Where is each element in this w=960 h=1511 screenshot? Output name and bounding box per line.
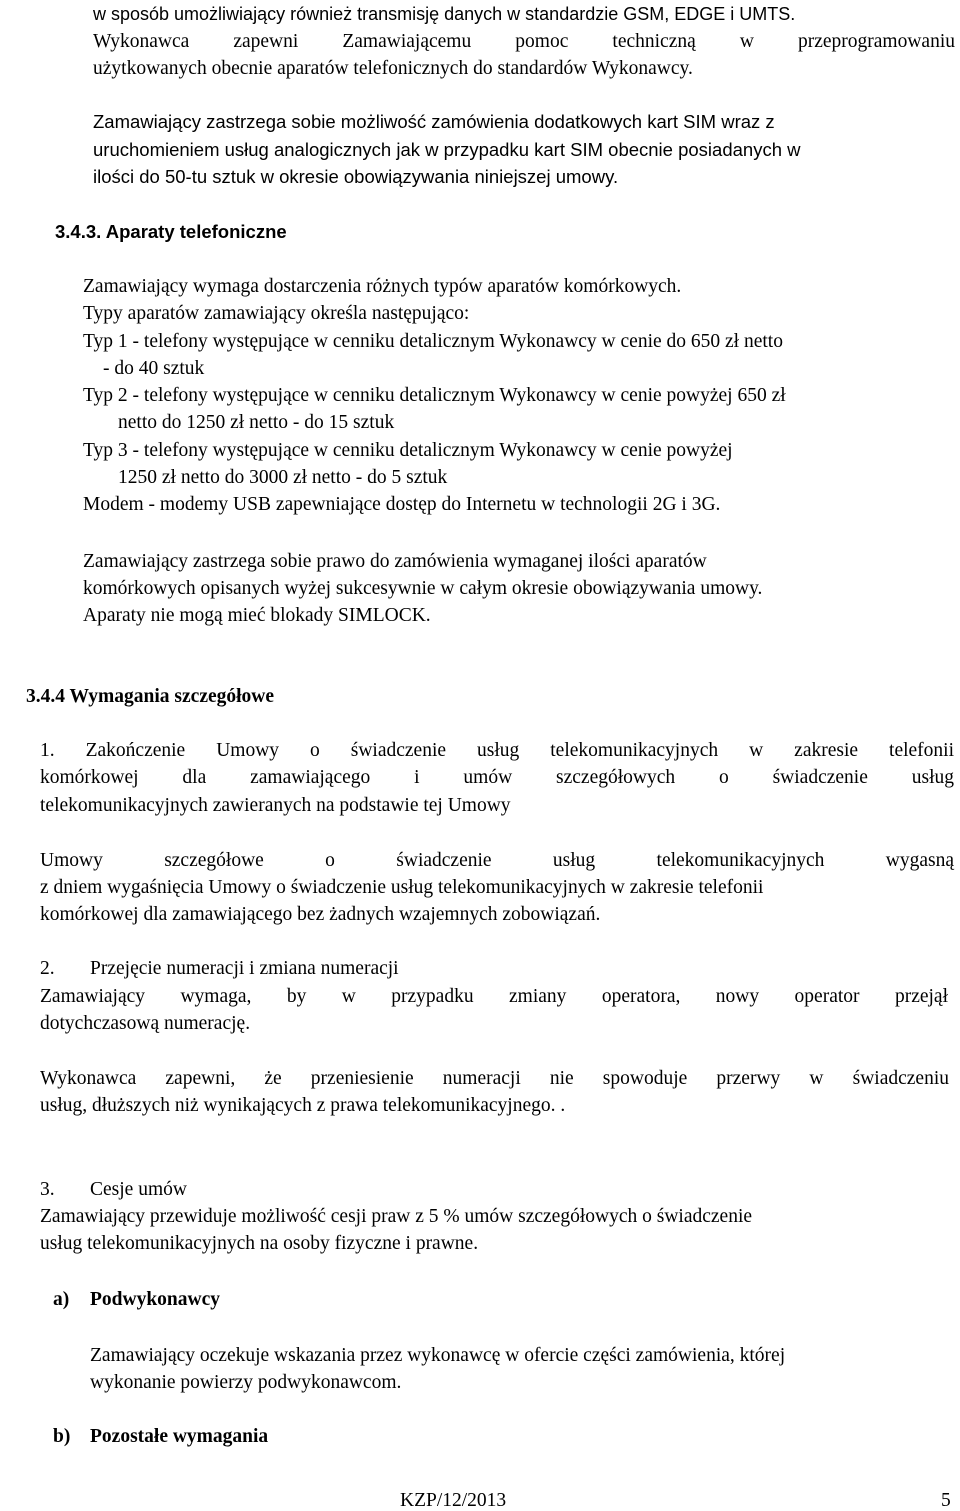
list-item-number: 3. [40, 1179, 55, 1200]
text-line: usług, dłuższych niż wynikających z prawa telekomunikacyjnego. . [40, 1095, 566, 1116]
text-line: ilości do 50-tu sztuk w okresie obowiązywania niniejszej umowy. [93, 166, 619, 187]
text-line: Zamawiający zastrzega sobie możliwość zamówienia dodatkowych kart SIM wraz z [93, 111, 775, 132]
text-line: dotychczasową numerację. [40, 1013, 251, 1034]
text-line: netto do 1250 zł netto - do 15 sztuk [118, 412, 395, 433]
subsection-label: b) [53, 1426, 71, 1447]
text-line: - do 40 sztuk [103, 358, 205, 379]
text-line: z dniem wygaśnięcia Umowy o świadczenie usług telekomunikacyjnych w zakresie telefonii [40, 877, 764, 898]
text-line: Zamawiający oczekuje wskazania przez wykonawcę w ofercie części zamówienia, której [90, 1345, 786, 1366]
list-item-number: 2. [40, 958, 55, 979]
page-number: 5 [941, 1490, 951, 1511]
text-line: w sposób umożliwiający również transmisję danych w standardzie GSM, EDGE i UMTS. [93, 4, 796, 24]
text-line: Umowy szczegółowe o świadczenie usług telekomunikacyjnych wygasną [40, 850, 954, 871]
text-line: uruchomieniem usług analogicznych jak w przypadku kart SIM obecnie posiadanych w [93, 139, 801, 160]
text-line: Wykonawca zapewni Zamawiającemu pomoc techniczną w przeprogramowaniu [93, 31, 955, 52]
text-line: 1. Zakończenie Umowy o świadczenie usług telekomunikacyjnych w zakresie telefonii [40, 740, 954, 761]
footer-reference: KZP/12/2013 [400, 1490, 507, 1511]
text-line: Aparaty nie mogą mieć blokady SIMLOCK. [83, 605, 431, 626]
list-item-title: Przejęcie numeracji i zmiana numeracji [90, 958, 399, 979]
text-line: Zamawiający przewiduje możliwość cesji praw z 5 % umów szczegółowych o świadczenie [40, 1206, 753, 1227]
text-line: Typ 2 - telefony występujące w cenniku detalicznym Wykonawcy w cenie powyżej 650 zł [83, 385, 786, 406]
text-line: Typ 3 - telefony występujące w cenniku detalicznym Wykonawcy w cenie powyżej [83, 440, 733, 461]
text-line: komórkowej dla zamawiającego i umów szczegółowych o świadczenie usług [40, 767, 954, 788]
subsection-title: Podwykonawcy [90, 1289, 221, 1310]
text-line: Modem - modemy USB zapewniające dostęp do Internetu w technologii 2G i 3G. [83, 494, 721, 515]
text-line: komórkowej dla zamawiającego bez żadnych wzajemnych zobowiązań. [40, 904, 601, 925]
text-line: użytkowanych obecnie aparatów telefonicznych do standardów Wykonawcy. [93, 58, 693, 79]
text-line: 1250 zł netto do 3000 zł netto - do 5 sztuk [118, 467, 448, 488]
section-heading: 3.4.3. Aparaty telefoniczne [55, 221, 287, 242]
text-line: Zamawiający wymaga, by w przypadku zmiany operatora, nowy operator przejął [40, 986, 948, 1007]
text-line: komórkowych opisanych wyżej sukcesywnie w całym okresie obowiązywania umowy. [83, 578, 763, 599]
list-item-title: Cesje umów [90, 1179, 187, 1200]
text-line: Typy aparatów zamawiający określa następująco: [83, 303, 470, 324]
text-line: Typ 1 - telefony występujące w cenniku detalicznym Wykonawcy w cenie do 650 zł netto [83, 331, 783, 352]
text-line: telekomunikacyjnych zawieranych na podstawie tej Umowy [40, 795, 511, 816]
text-line: Zamawiający wymaga dostarczenia różnych typów aparatów komórkowych. [83, 276, 682, 297]
subsection-label: a) [53, 1289, 70, 1310]
text-line: usług telekomunikacyjnych na osoby fizyczne i prawne. [40, 1233, 479, 1254]
text-line: wykonanie powierzy podwykonawcom. [90, 1372, 402, 1393]
text-line: Wykonawca zapewni, że przeniesienie numeracji nie spowoduje przerwy w świadczeniu [40, 1068, 949, 1089]
section-heading: 3.4.4 Wymagania szczegółowe [26, 686, 275, 707]
text-line: Zamawiający zastrzega sobie prawo do zamówienia wymaganej ilości aparatów [83, 551, 707, 572]
subsection-title: Pozostałe wymagania [90, 1426, 269, 1447]
